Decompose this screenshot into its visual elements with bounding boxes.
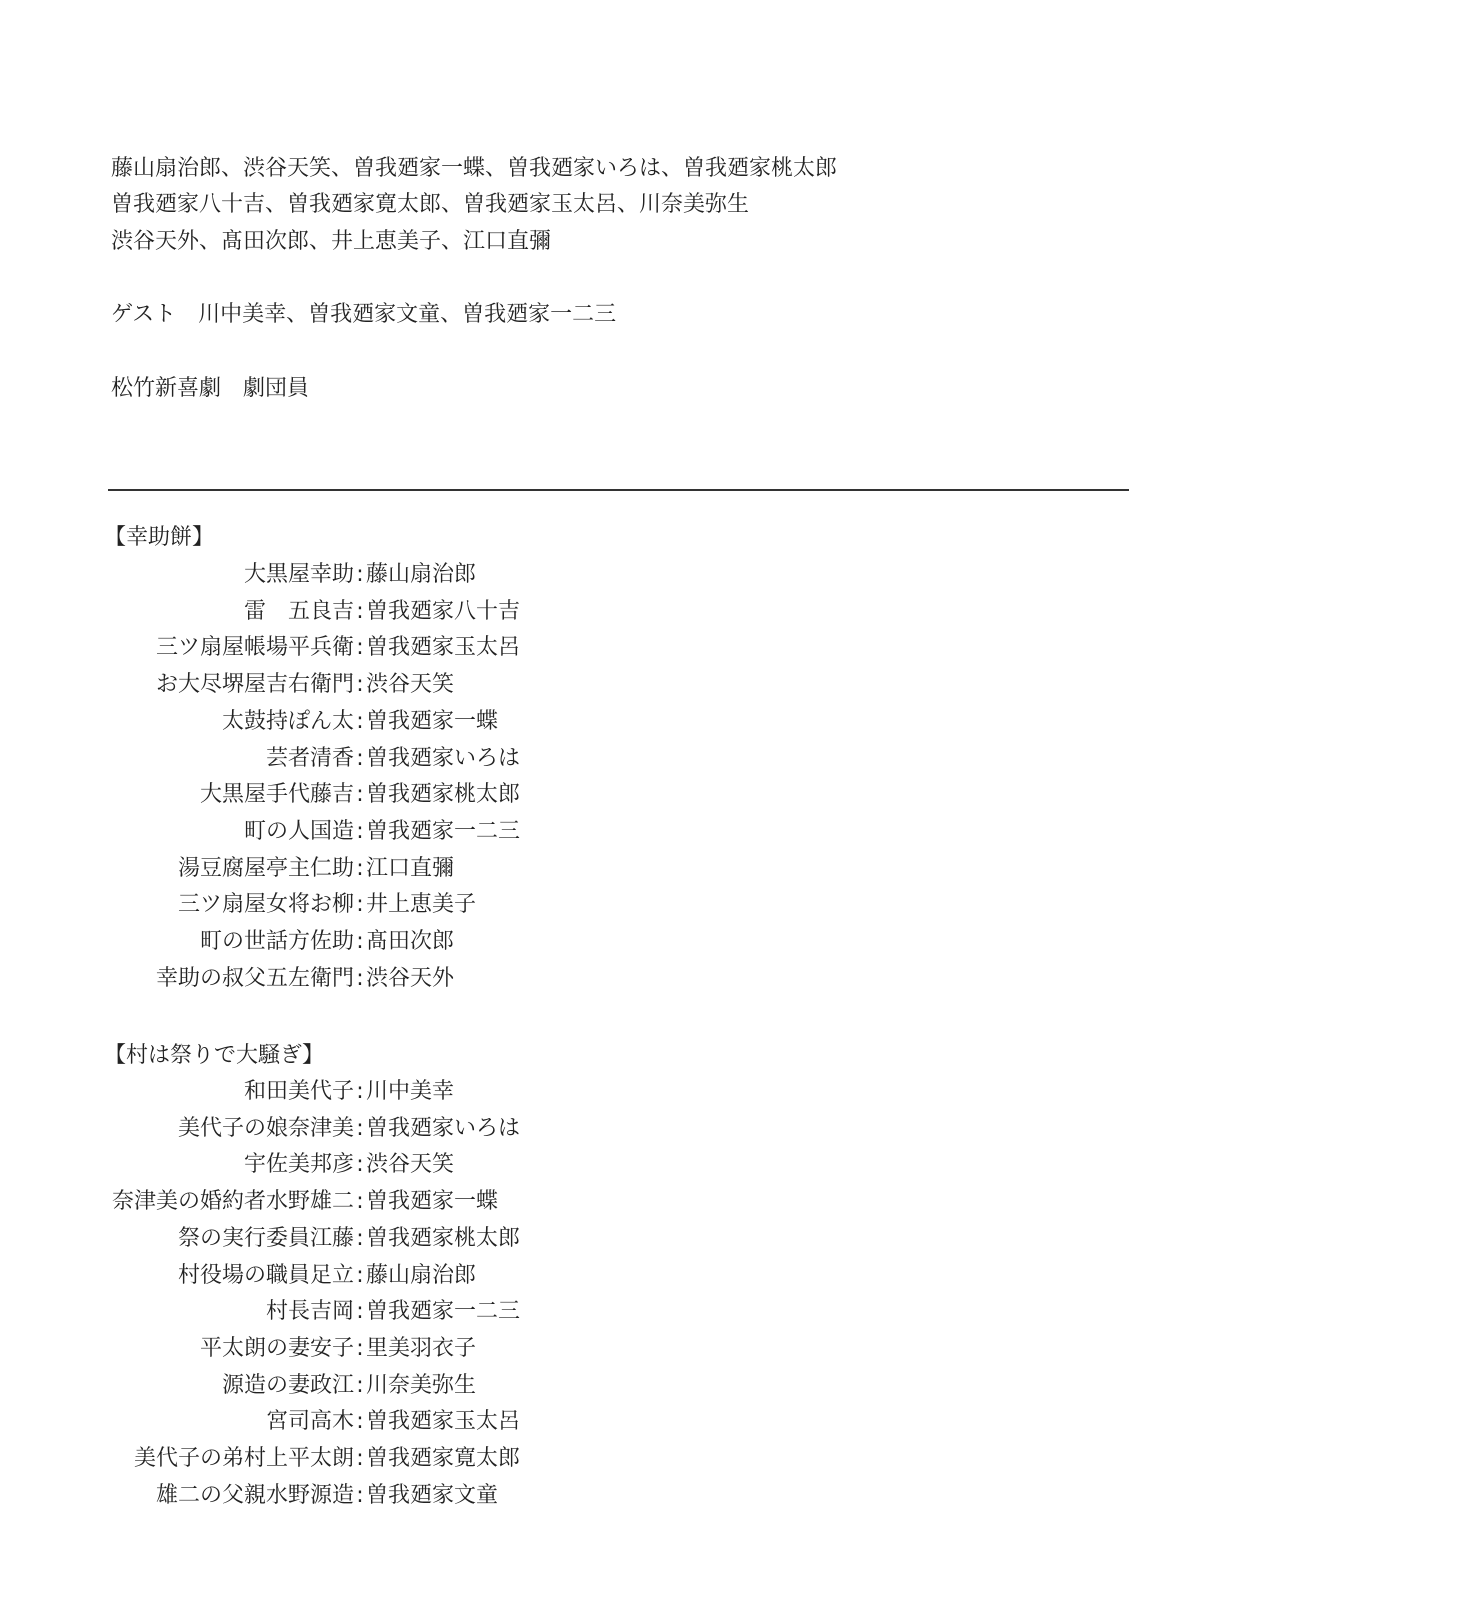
members-line-1: 藤山扇治郎、渋谷天笑、曽我廼家一蝶、曽我廼家いろは、曽我廼家桃太郎 [111, 156, 838, 181]
cast-role: 雷 五良吉 [243, 598, 354, 624]
cast-row [0, 633, 700, 663]
cast-actor: 曽我廼家桃太郎 [366, 782, 521, 808]
cast-row [0, 1077, 700, 1107]
cast-role: 宇佐美邦彦 [243, 1152, 354, 1178]
cast-row [0, 1224, 700, 1254]
cast-row [0, 1334, 700, 1364]
cast-actor: 曽我廼家玉太呂 [366, 635, 521, 661]
cast-role: 芸者清香 [265, 745, 354, 771]
cast-actor: 里美羽衣子 [366, 1335, 477, 1361]
cast-row [0, 670, 700, 700]
cast-actor: 江口直彌 [366, 855, 455, 881]
cast-row [0, 1150, 700, 1180]
cast-row [0, 1114, 700, 1144]
cast-actor: 川中美幸 [366, 1079, 455, 1104]
section-title-mura: 【村は祭りで大騒ぎ】 [104, 1043, 325, 1068]
cast-separator: : [356, 1446, 364, 1471]
cast-row [0, 890, 700, 920]
cast-actor: 渋谷天笑 [366, 672, 455, 698]
cast-actor: 曽我廼家一蝶 [366, 708, 499, 734]
cast-separator: : [356, 929, 364, 954]
cast-actor: 曽我廼家文童 [366, 1482, 499, 1508]
cast-actor: 曽我廼家寛太郎 [366, 1446, 521, 1471]
cast-separator: : [356, 855, 364, 881]
cast-row [0, 1444, 700, 1474]
members-line-3: 渋谷天外、髙田次郎、井上恵美子、江口直彌 [111, 229, 552, 254]
cast-role: 大黒屋手代藤吉 [199, 782, 354, 808]
cast-separator: : [356, 818, 364, 844]
cast-separator: : [356, 1335, 364, 1361]
cast-role: 町の世話方佐助 [199, 929, 354, 954]
section-title-kosukemochi: 【幸助餅】 [104, 525, 215, 550]
cast-row [0, 1481, 700, 1511]
cast-row [0, 1407, 700, 1437]
cast-row [0, 817, 700, 847]
cast-actor: 藤山扇治郎 [366, 562, 477, 587]
cast-separator: : [356, 745, 364, 771]
cast-actor: 曽我廼家八十吉 [366, 598, 521, 624]
cast-separator: : [356, 782, 364, 808]
cast-actor: 髙田次郎 [366, 929, 455, 954]
cast-separator: : [356, 1299, 364, 1325]
cast-role: 和田美代子 [243, 1079, 354, 1104]
cast-actor: 曽我廼家桃太郎 [366, 1225, 521, 1251]
cast-row [0, 927, 700, 957]
cast-separator: : [356, 1152, 364, 1178]
cast-separator: : [356, 562, 364, 587]
divider [108, 489, 1129, 491]
cast-separator: : [356, 1482, 364, 1508]
cast-separator: : [356, 1079, 364, 1104]
cast-role: 太鼓持ぽん太 [221, 708, 354, 734]
cast-role: 三ツ扇屋帳場平兵衛 [155, 635, 354, 661]
cast-actor: 曽我廼家一二三 [366, 818, 521, 844]
cast-separator: : [356, 1189, 364, 1215]
cast-row [0, 1297, 700, 1327]
cast-separator: : [356, 672, 364, 698]
cast-row [0, 707, 700, 737]
cast-role: 村役場の職員足立 [177, 1262, 354, 1288]
cast-separator: : [356, 1372, 364, 1398]
cast-role: 宮司高木 [265, 1409, 354, 1435]
cast-role: 湯豆腐屋亭主仁助 [177, 855, 354, 881]
cast-separator: : [356, 1409, 364, 1435]
cast-role: 大黒屋幸助 [243, 562, 354, 587]
cast-actor: 曽我廼家一二三 [366, 1299, 521, 1325]
cast-separator: : [356, 635, 364, 661]
cast-role: 幸助の叔父五左衛門 [155, 965, 354, 991]
cast-actor: 曽我廼家いろは [366, 1115, 521, 1141]
cast-separator: : [356, 708, 364, 734]
cast-actor: 井上恵美子 [366, 892, 477, 918]
cast-row [0, 560, 700, 590]
cast-role: 三ツ扇屋女将お柳 [177, 892, 354, 918]
cast-role: 村長吉岡 [265, 1299, 354, 1325]
cast-role: お大尽堺屋吉右衛門 [155, 672, 354, 698]
cast-row [0, 597, 700, 627]
cast-separator: : [356, 1225, 364, 1251]
cast-role: 美代子の弟村上平太朗 [133, 1446, 354, 1471]
cast-row [0, 964, 700, 994]
cast-role: 美代子の娘奈津美 [177, 1115, 354, 1141]
cast-row [0, 1187, 700, 1217]
cast-row [0, 1371, 700, 1401]
cast-role: 源造の妻政江 [221, 1372, 354, 1398]
cast-separator: : [356, 892, 364, 918]
cast-role: 町の人国造 [243, 818, 354, 844]
cast-row [0, 1261, 700, 1291]
cast-row [0, 854, 700, 884]
cast-separator: : [356, 965, 364, 991]
cast-role: 平太朗の妻安子 [199, 1335, 354, 1361]
cast-role: 雄二の父親水野源造 [155, 1482, 354, 1508]
cast-separator: : [356, 598, 364, 624]
cast-row [0, 744, 700, 774]
company-line: 松竹新喜劇 劇団員 [111, 376, 310, 401]
cast-row [0, 780, 700, 810]
cast-actor: 曽我廼家玉太呂 [366, 1409, 521, 1435]
cast-actor: 曽我廼家いろは [366, 745, 521, 771]
members-line-2: 曽我廼家八十吉、曽我廼家寛太郎、曽我廼家玉太呂、川奈美弥生 [111, 192, 750, 217]
cast-separator: : [356, 1115, 364, 1141]
cast-actor: 川奈美弥生 [366, 1372, 477, 1398]
cast-role: 奈津美の婚約者水野雄二 [111, 1189, 354, 1215]
cast-actor: 曽我廼家一蝶 [366, 1189, 499, 1215]
cast-actor: 渋谷天外 [366, 965, 455, 991]
cast-role: 祭の実行委員江藤 [177, 1225, 354, 1251]
cast-separator: : [356, 1262, 364, 1288]
cast-actor: 藤山扇治郎 [366, 1262, 477, 1288]
guest-line: ゲスト 川中美幸、曽我廼家文童、曽我廼家一二三 [111, 302, 617, 327]
cast-actor: 渋谷天笑 [366, 1152, 455, 1178]
